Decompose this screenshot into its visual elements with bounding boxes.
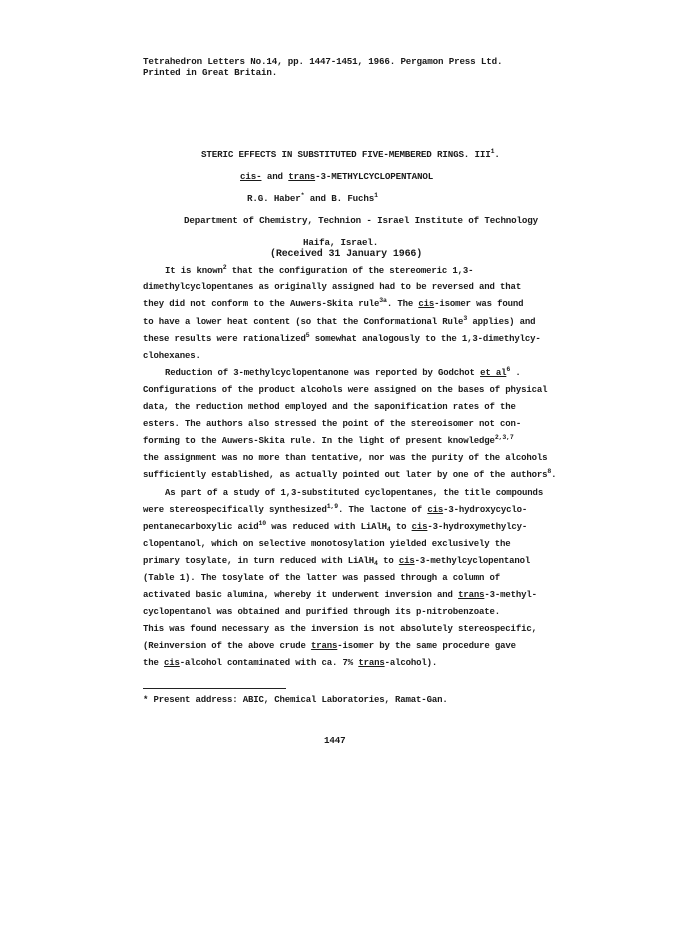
p2-line: Reduction of 3-methylcyclopentanone was reported by Godchot et $al^6$ . <box>165 366 521 378</box>
p2-line: forming to the Auwers-Skita rule. In the light of present knowledge$^{2,3,7}$ <box>143 434 514 446</box>
p3-line: activated basic alumina, whereby it underwent inversion and trans-3-methyl- <box>143 590 537 600</box>
p3-line: (Table 1). The tosylate of the latter was passed through a column of <box>143 573 501 583</box>
p1-line: to have a lower heat content (so that the Conformational Rule$^3$ applies) and <box>143 315 536 327</box>
footnote-divider <box>143 688 286 689</box>
p2-line: Configurations of the product alcohols were assigned on the bases of physical <box>143 385 548 395</box>
p3-line: As part of a study of 1,3-substituted cyclopentanes, the title compounds <box>165 488 544 498</box>
p2-line: sufficiently established, as actually pointed out later by one of the authors$^8$. <box>143 468 557 480</box>
article-subtitle: cis- and trans-3-METHYLCYCLOPENTANOL <box>240 171 434 182</box>
printed-in: Printed in Great Britain. <box>143 67 278 78</box>
affiliation: Department of Chemistry, Technion - Israel Institute of Technology <box>184 215 538 226</box>
p3-line: (Reinversion of the above crude trans-isomer by the same procedure gave <box>143 641 516 651</box>
journal-citation: Tetrahedron Letters No.14, pp. 1447-1451, 1966. Pergamon Press Ltd. <box>143 56 503 67</box>
authors: R.G. Haber* and B. Fuchs$^1$ <box>247 192 378 204</box>
footnote: * Present address: ABIC, Chemical Laboratories, Ramat-Gan. <box>143 695 448 705</box>
page-number: 1447 <box>324 735 346 746</box>
p3-line: clopentanol, which on selective monotosylation yielded exclusively the <box>143 539 511 549</box>
p3-line: pentanecarboxylic acid$^{10}$ was reduced with LiAlH$_4$ to cis-3-hydroxymethylcy- <box>143 520 528 533</box>
p2-line: the assignment was no more than tentative, nor was the purity of the alcohols <box>143 453 548 463</box>
p2-line: esters. The authors also stressed the point of the stereoisomer not con- <box>143 419 522 429</box>
p1-line: they did not conform to the Auwers-Skita rule$^{3a}$. The cis-isomer was found <box>143 297 524 309</box>
p3-line: were stereospecifically synthesized$^{1,9}$. The lactone of cis-3-hydroxycyclo- <box>143 503 528 515</box>
article-title: STERIC EFFECTS IN SUBSTITUTED FIVE-MEMBERED RINGS. III$^1$. <box>201 148 500 160</box>
p1-line: these results were rationalized$^5$ somewhat analogously to the 1,3-dimethylcy- <box>143 332 541 344</box>
p1-line: dimethylcyclopentanes as originally assigned had to be reversed and that <box>143 282 522 292</box>
affiliation-city: Haifa, Israel. <box>303 237 379 248</box>
p3-line: This was found necessary as the inversion is not absolutely stereospecific, <box>143 624 537 634</box>
p3-line: cyclopentanol was obtained and purified through its p-nitrobenzoate. <box>143 607 501 617</box>
p2-line: data, the reduction method employed and the saponification rates of the <box>143 402 516 412</box>
p3-line: the cis-alcohol contaminated with ca. 7% trans-alcohol). <box>143 658 438 668</box>
p3-line: primary tosylate, in turn reduced with LiAlH$_4$ to cis-3-methylcyclopentanol <box>143 556 531 567</box>
p1-line: clohexanes. <box>143 351 201 361</box>
received-date: (Received 31 January 1966) <box>270 249 423 260</box>
p1-line: It is known$^2$ that the configuration of the stereomeric 1,3- <box>165 264 474 276</box>
